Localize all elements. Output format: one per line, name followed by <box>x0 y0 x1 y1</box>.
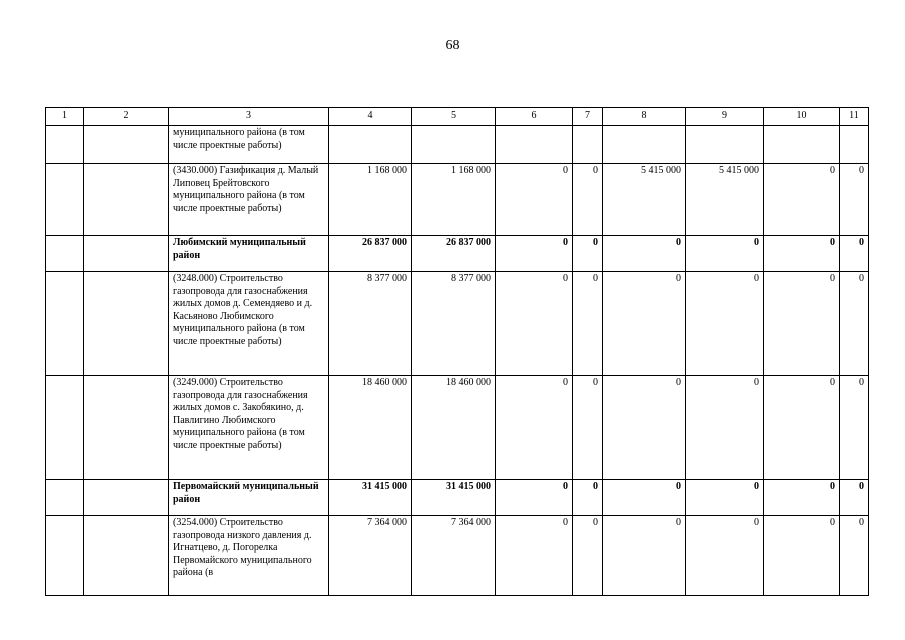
cell-c7: 0 <box>573 236 603 272</box>
cell-c8 <box>603 126 686 164</box>
cell-c10: 0 <box>764 376 840 480</box>
table-row <box>46 126 869 164</box>
cell-c8: 0 <box>603 480 686 516</box>
table-row <box>46 164 869 236</box>
column-header: 10 <box>764 108 840 126</box>
cell-c11: 0 <box>840 272 869 376</box>
column-header: 1 <box>46 108 84 126</box>
header-row <box>46 108 869 126</box>
cell-c4 <box>329 126 412 164</box>
table-row <box>46 376 869 480</box>
cell-c7: 0 <box>573 516 603 596</box>
cell-c7: 0 <box>573 376 603 480</box>
cell-c11: 0 <box>840 516 869 596</box>
cell-c1 <box>46 164 84 236</box>
cell-c4: 1 168 000 <box>329 164 412 236</box>
cell-c5: 31 415 000 <box>412 480 496 516</box>
cell-c7: 0 <box>573 272 603 376</box>
cell-c1 <box>46 272 84 376</box>
column-header: 7 <box>573 108 603 126</box>
table-row <box>46 516 869 596</box>
cell-description: (3254.000) Строительство газопровода низкого давления д. Игнатцево, д. Погорелка Первомайского муниципального района (в <box>169 516 329 596</box>
cell-c6: 0 <box>496 376 573 480</box>
cell-description: Любимский муниципальный район <box>169 236 329 272</box>
cell-c9: 0 <box>686 376 764 480</box>
cell-c9: 0 <box>686 480 764 516</box>
column-header: 11 <box>840 108 869 126</box>
cell-c2 <box>84 164 169 236</box>
cell-description: (3430.000) Газификация д. Малый Липовец Брейтовского муниципального района (в том числе проектные работы) <box>169 164 329 236</box>
cell-c1 <box>46 236 84 272</box>
cell-description: муниципального района (в том числе проектные работы) <box>169 126 329 164</box>
cell-c10: 0 <box>764 272 840 376</box>
table-row-subtotal <box>46 480 869 516</box>
cell-c8: 0 <box>603 516 686 596</box>
cell-c5 <box>412 126 496 164</box>
cell-c11: 0 <box>840 164 869 236</box>
cell-c8: 0 <box>603 236 686 272</box>
cell-c6 <box>496 126 573 164</box>
cell-c4: 8 377 000 <box>329 272 412 376</box>
cell-c1 <box>46 126 84 164</box>
table-row-subtotal <box>46 236 869 272</box>
cell-c1 <box>46 480 84 516</box>
cell-c6: 0 <box>496 236 573 272</box>
cell-c5: 8 377 000 <box>412 272 496 376</box>
cell-c7: 0 <box>573 164 603 236</box>
cell-c5: 26 837 000 <box>412 236 496 272</box>
cell-c2 <box>84 236 169 272</box>
cell-c4: 26 837 000 <box>329 236 412 272</box>
cell-c9 <box>686 126 764 164</box>
cell-c11: 0 <box>840 376 869 480</box>
cell-c9: 5 415 000 <box>686 164 764 236</box>
cell-description: (3249.000) Строительство газопровода для газоснабжения жилых домов с. Закобякино, д. Павлигино Любимского муниципального района (в том числе проектные работы) <box>169 376 329 480</box>
cell-c9: 0 <box>686 236 764 272</box>
cell-c11: 0 <box>840 480 869 516</box>
cell-c9: 0 <box>686 272 764 376</box>
table-row <box>46 272 869 376</box>
cell-c6: 0 <box>496 516 573 596</box>
column-header: 8 <box>603 108 686 126</box>
cell-c11: 0 <box>840 236 869 272</box>
cell-c2 <box>84 126 169 164</box>
cell-c7 <box>573 126 603 164</box>
column-header: 6 <box>496 108 573 126</box>
cell-c4: 18 460 000 <box>329 376 412 480</box>
column-header: 2 <box>84 108 169 126</box>
cell-c6: 0 <box>496 164 573 236</box>
budget-table <box>45 107 869 596</box>
cell-c10: 0 <box>764 516 840 596</box>
cell-c10: 0 <box>764 164 840 236</box>
cell-description: (3248.000) Строительство газопровода для газоснабжения жилых домов д. Семендяево и д. Касьяново Любимского муниципального района (в том числе проектные работы) <box>169 272 329 376</box>
cell-c4: 7 364 000 <box>329 516 412 596</box>
column-header: 3 <box>169 108 329 126</box>
table-body <box>46 126 869 596</box>
page-number: 68 <box>445 38 460 53</box>
cell-c10: 0 <box>764 236 840 272</box>
cell-c2 <box>84 272 169 376</box>
cell-c2 <box>84 480 169 516</box>
column-header: 5 <box>412 108 496 126</box>
column-header: 9 <box>686 108 764 126</box>
cell-c8: 5 415 000 <box>603 164 686 236</box>
cell-c9: 0 <box>686 516 764 596</box>
cell-c7: 0 <box>573 480 603 516</box>
cell-c11 <box>840 126 869 164</box>
cell-c6: 0 <box>496 272 573 376</box>
cell-c6: 0 <box>496 480 573 516</box>
cell-c2 <box>84 516 169 596</box>
cell-c1 <box>46 376 84 480</box>
cell-c4: 31 415 000 <box>329 480 412 516</box>
cell-description: Первомайский муниципальный район <box>169 480 329 516</box>
cell-c10: 0 <box>764 480 840 516</box>
cell-c5: 7 364 000 <box>412 516 496 596</box>
cell-c8: 0 <box>603 272 686 376</box>
column-header: 4 <box>329 108 412 126</box>
cell-c5: 18 460 000 <box>412 376 496 480</box>
cell-c10 <box>764 126 840 164</box>
cell-c2 <box>84 376 169 480</box>
cell-c8: 0 <box>603 376 686 480</box>
cell-c1 <box>46 516 84 596</box>
cell-c5: 1 168 000 <box>412 164 496 236</box>
